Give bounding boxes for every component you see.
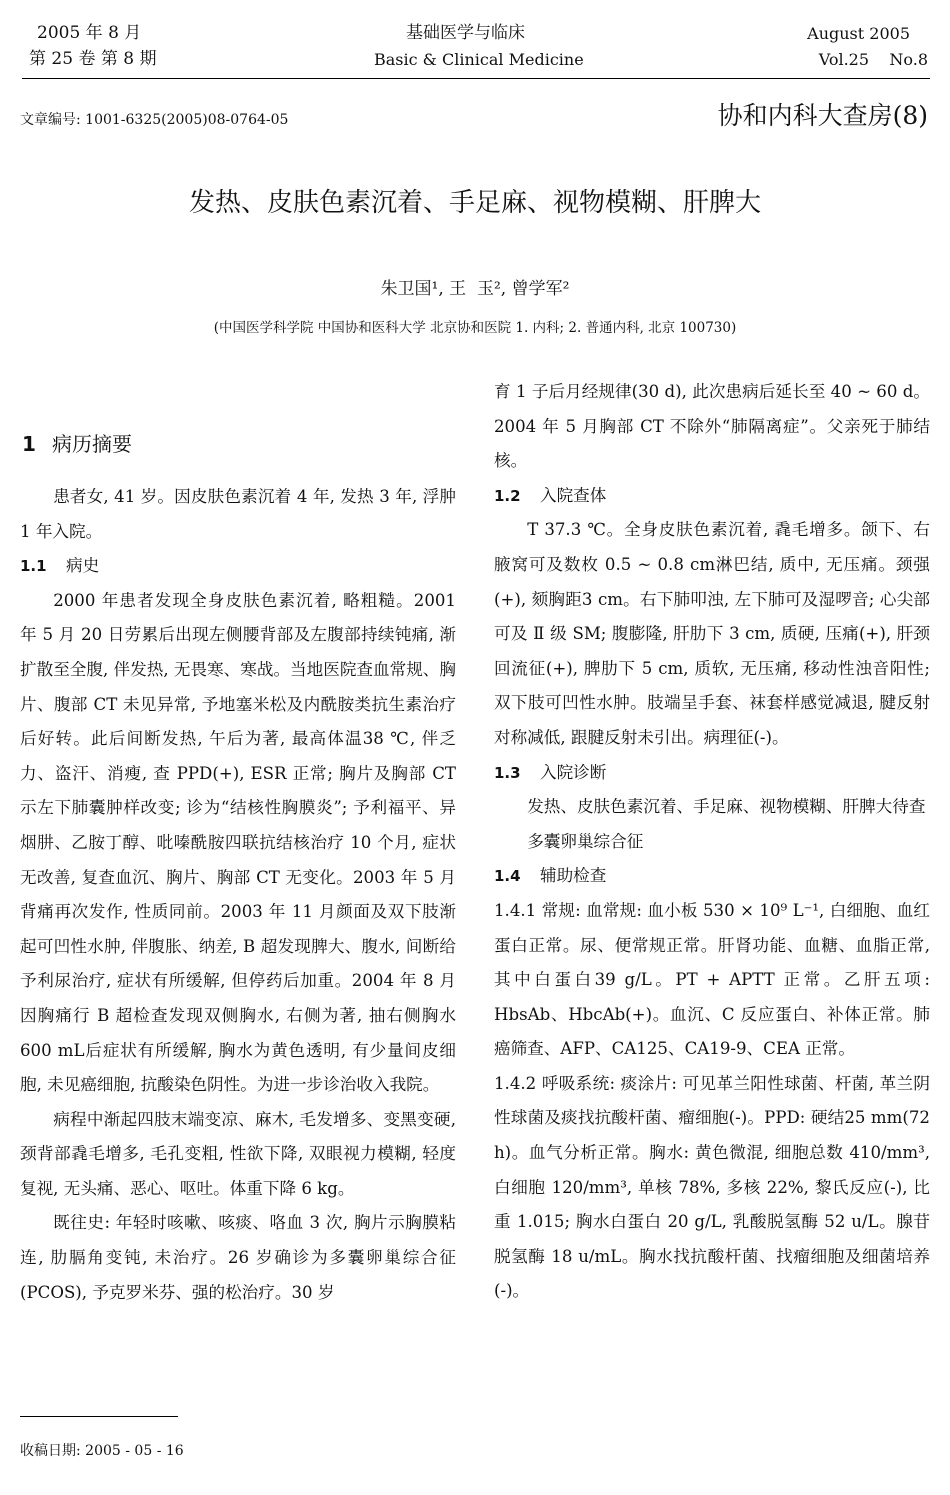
paragraph-intro: 患者女, 41 岁。因皮肤色素沉着 4 年, 发热 3 年, 浮肿 1 年入院。 bbox=[20, 487, 456, 541]
paragraph-routine-tests: 1.4.1 常规: 血常规: 血小板 530 × 10⁹ L⁻¹, 白细胞、血红蛋白正常。尿、便常规正常。肝肾功能、血糖、血脂正常, 其中白蛋白39 g/L。PT + APTT 正常。乙肝五项: HbsAb、HbcAb(+)。血沉、C 反应蛋白、补体正常。肺癌筛查、AFP、CA125、CA19-9、CEA 正常。 bbox=[494, 900, 930, 1059]
paragraph-continued: 育 1 子后月经规律(30 d), 此次患病后延长至 40 ~ 60 d。2004 年 5 月胸部 CT 不除外“肺隔离症”。父亲死于肺结核。 bbox=[494, 382, 930, 471]
received-date: 收稿日期: 2005 - 05 - 16 bbox=[20, 1443, 184, 1459]
authors: 朱卫国¹, 王 玉², 曾学军² bbox=[380, 279, 570, 299]
journal-name-cn: 基础医学与临床 bbox=[406, 23, 525, 43]
footnote-rule bbox=[20, 1416, 178, 1417]
paragraph-course: 病程中渐起四肢末端变凉、麻木, 毛发增多、变黑变硬, 颈背部毳毛增多, 毛孔变粗, 性欲下降, 双眼视力模糊, 轻度复视, 无头痛、恶心、呕吐。体重下降 6 kg。 bbox=[20, 1109, 456, 1198]
subheading-number: 1.4 bbox=[494, 867, 521, 886]
subheading-diagnosis bbox=[494, 756, 930, 791]
left-column bbox=[20, 480, 456, 1310]
paragraph-exam: T 37.3 ℃。全身皮肤色素沉着, 毳毛增多。颌下、右腋窝可及数枚 0.5 ~ 0.8 cm淋巴结, 质中, 无压痛。颈强(+), 颏胸距3 cm。右下肺叩浊, 左下肺可及湿啰音; 心尖部可及 Ⅱ 级 SM; 腹膨隆, 肝肋下 3 cm, 质硬, 压痛(+), 肝颈回流征(+), 脾肋下 5 cm, 质软, 无压痛, 移动性浊音阳性; 双下肢可凹性水肿。肢端呈手套、袜套样感觉减退, 腱反射对称减低, 跟腱反射未引出。病理征(-)。 bbox=[494, 520, 930, 747]
paragraph-diagnosis-1: 发热、皮肤色素沉着、手足麻、视物模糊、肝脾大待查 bbox=[527, 797, 926, 817]
affiliation: (中国医学科学院 中国协和医科大学 北京协和医院 1. 内科; 2. 普通内科, 北京 100730) bbox=[213, 320, 737, 336]
subheading-label: 病史 bbox=[66, 556, 100, 576]
journal-name-en: Basic & Clinical Medicine bbox=[374, 50, 584, 69]
article-number: 文章编号: 1001-6325(2005)08-0764-05 bbox=[20, 112, 289, 128]
subheading-number: 1.3 bbox=[494, 763, 521, 782]
paragraph-respiratory-tests: 1.4.2 呼吸系统: 痰涂片: 可见革兰阳性球菌、杆菌, 革兰阴性球菌及痰找抗酸杆菌、瘤细胞(-)。PPD: 硬结25 mm(72 h)。血气分析正常。胸水: 黄色微混, 细胞总数 410/mm³, 白细胞 120/mm³, 单核 78%, 多核 22%, 黎氏反应(-), 比重 1.015; 胸水白蛋白 20 g/L, 乳酸脱氢酶 52 u/L。腺苷脱氢酶 18 u/mL。胸水找抗酸杆菌、找瘤细胞及细菌培养(-)。 bbox=[494, 1073, 930, 1301]
paragraph-diagnosis-2: 多囊卵巢综合征 bbox=[527, 831, 644, 851]
subheading-history bbox=[20, 549, 456, 584]
section-title: 病历摘要 bbox=[52, 432, 132, 456]
section-heading bbox=[22, 428, 132, 457]
paragraph-history: 2000 年患者发现全身皮肤色素沉着, 略粗糙。2001 年 5 月 20 日劳累后出现左侧腰背部及左腹部持续钝痛, 渐扩散至全腹, 伴发热, 无畏寒、寒战。当地医院查血常规、胸片、腹部 CT 未见异常, 予地塞米松及内酰胺类抗生素治疗后好转。此后间断发热, 午后为著, 最高体温38 ℃, 伴乏力、盗汗、消瘦, 查 PPD(+), ESR 正常; 胸片及胸部 CT 示左下肺囊肿样改变; 诊为“结核性胸膜炎”; 予利福平、异烟肼、乙胺丁醇、吡嗪酰胺四联抗结核治疗 10 个月, 症状无改善, 复查血沉、胸片、胸部 CT 无变化。2003 年 5 月背痛再次发作, 性质同前。2003 年 11 月颜面及双下肢渐起可凹性水肿, 伴腹胀、纳差, B 超发现脾大、腹水, 间断给予利尿治疗, 症状有所缓解, 但停药后加重。2004 年 8 月因胸痛行 B 超检查发现双侧胸水, 右侧为著, 抽右侧胸水600 mL后症状有所缓解, 胸水为黄色透明, 有少量间皮细胞, 未见癌细胞, 抗酸染色阴性。为进一步诊治收入我院。 bbox=[20, 590, 456, 1095]
subheading-label: 入院查体 bbox=[540, 485, 607, 505]
subheading-label: 辅助检查 bbox=[540, 866, 607, 886]
subheading-tests bbox=[494, 859, 930, 894]
header-rule bbox=[22, 78, 930, 79]
subheading-exam bbox=[494, 479, 930, 514]
journal-volume-cn: 第 25 卷 第 8 期 bbox=[29, 49, 157, 69]
paragraph-past-history: 既往史: 年轻时咳嗽、咳痰、咯血 3 次, 胸片示胸膜粘连, 肋膈角变钝, 未治疗。26 岁确诊为多囊卵巢综合征(PCOS), 予克罗米芬、强的松治疗。30 岁 bbox=[20, 1213, 456, 1302]
right-column bbox=[494, 375, 930, 1309]
section-number: 1 bbox=[22, 432, 36, 456]
journal-volume-en: Vol.25 No.8 bbox=[818, 50, 928, 69]
subheading-number: 1.1 bbox=[20, 557, 47, 576]
subheading-number: 1.2 bbox=[494, 486, 521, 505]
subheading-label: 入院诊断 bbox=[540, 762, 607, 782]
series-title: 协和内科大查房(8) bbox=[717, 101, 928, 130]
article-title: 发热、皮肤色素沉着、手足麻、视物模糊、肝脾大 bbox=[188, 188, 761, 218]
journal-date-en: August 2005 bbox=[807, 24, 910, 43]
journal-date-cn: 2005 年 8 月 bbox=[37, 23, 142, 43]
